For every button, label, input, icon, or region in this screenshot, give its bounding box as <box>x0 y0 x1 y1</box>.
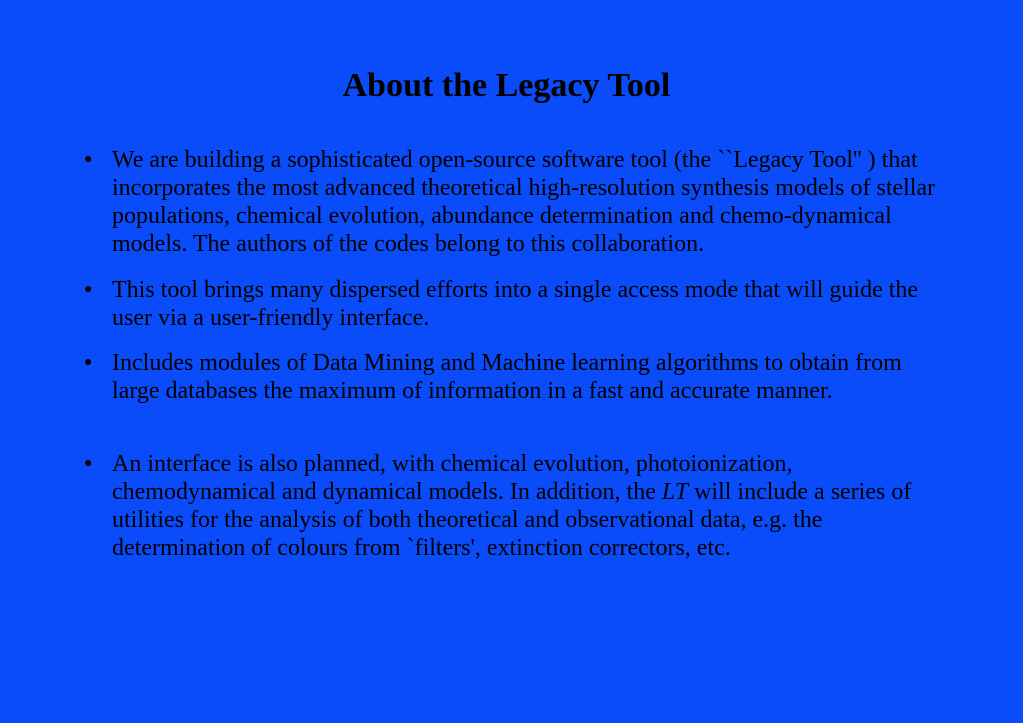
bullet-text <box>112 450 942 562</box>
bullet-list <box>0 146 1023 562</box>
bullet-text: Includes modules of Data Mining and Machine learning algorithms to obtain from large databases the maximum of information in a fast and accurate manner. <box>112 350 902 404</box>
list-item <box>0 349 1023 405</box>
bullet-icon: ● <box>84 282 93 297</box>
lt-abbreviation: LT <box>661 479 689 505</box>
bullet-icon: ● <box>84 355 93 370</box>
list-item <box>0 450 1023 562</box>
bullet-text-end: will include a series of utilities for the analysis of both theoretical and observational data, e.g. the determination of colours from `filters', extinction correctors, etc. <box>112 479 912 561</box>
bullet-text-start: An interface is also planned, with chemical evolution, photoionization, chemodynamical and dynamical models. In addition, the <box>112 451 793 505</box>
bullet-text: This tool brings many dispersed efforts into a single access mode that will guide the user via a user-friendly interface. <box>112 277 919 331</box>
slide-title: About the Legacy Tool <box>342 67 671 104</box>
list-item <box>0 146 1023 258</box>
bullet-icon: ● <box>84 152 93 167</box>
list-item <box>0 276 1023 332</box>
bullet-icon: ● <box>84 456 93 471</box>
bullet-text: We are building a sophisticated open-source software tool (the ``Legacy Tool'' ) that incorporates the most advanced theoretical high-resolution synthesis models of stellar populations, chemical evolution, abundance determination and chemo-dynamical models. The authors of the codes belong to this collaboration. <box>112 147 936 257</box>
